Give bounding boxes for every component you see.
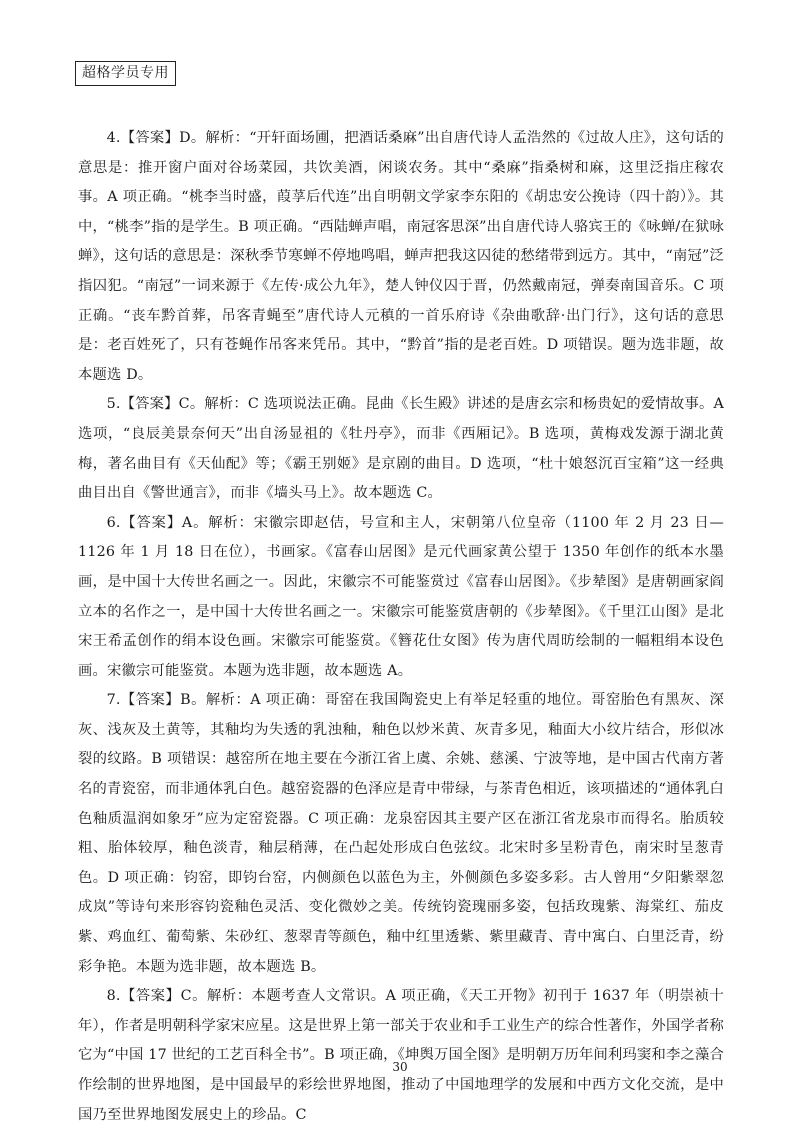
answer-explanations	[78, 124, 724, 1130]
answer-paragraph-4: 4.【答案】D。解析：“开轩面场圃，把酒话桑麻”出自唐代诗人孟浩然的《过故人庄》，这句话的意思是：推开窗户面对谷场菜园，共饮美酒，闲谈农务。其中“桑麻”指桑树和麻，这里泛指庄稼农事。A 项正确。“桃李当时盛，葭莩后代连”出自明朝文学家李东阳的《胡忠安公挽诗（四十韵）》。其中，“桃李”指的是学生。B 项正确。“西陆蝉声唱，南冠客思深”出自唐代诗人骆宾王的《咏蝉/在狱咏蝉》，这句话的意思是：深秋季节寒蝉不停地鸣唱，蝉声把我这囚徒的愁绪带到远方。其中，“南冠”泛指囚犯。“南冠”一词来源于《左传·成公九年》，楚人钟仪囚于晋，仍然戴南冠，弹奏南国音乐。C 项正确。“丧车黔首葬，吊客青蝇至”唐代诗人元稹的一首乐府诗《杂曲歌辞·出门行》，这句话的意思是：老百姓死了，只有苍蝇作吊客来凭吊。其中，“黔首”指的是老百姓。D 项错误。题为选非题，故本题选 D。	[78, 130, 724, 383]
answer-paragraph-5: 5.【答案】C。解析：C 选项说法正确。昆曲《长生殿》讲述的是唐玄宗和杨贵妃的爱情故事。A 选项，“良辰美景奈何天”出自汤显祖的《牡丹亭》，而非《西厢记》。B 选项，黄梅戏发源于湖北黄梅，著名曲目有《天仙配》等；《霸王别姬》是京剧的曲目。D 选项，“杜十娘怒沉百宝箱”这一经典曲目出自《警世通言》，而非《墙头马上》。故本题选 C。	[78, 396, 724, 502]
answer-paragraph-7: 7.【答案】B。解析：A 项正确：哥窑在我国陶瓷史上有举足轻重的地位。哥窑胎色有黑灰、深灰、浅灰及土黄等，其釉均为失透的乳浊釉，釉色以炒米黄、灰青多见，釉面大小纹片结合，形似冰裂的纹路。B 项错误：越窑所在地主要在今浙江省上虞、余姚、慈溪、宁波等地，是中国古代南方著名的青瓷窑，而非通体乳白色。越窑瓷器的色泽应是青中带绿，与茶青色相近，该项描述的“通体乳白色釉质温润如象牙”应为定窑瓷器。C 项正确：龙泉窑因其主要产区在浙江省龙泉市而得名。胎质较粗、胎体较厚，釉色淡青，釉层稍薄，在凸起处形成白色弦纹。北宋时多呈粉青色，南宋时呈葱青色。D 项正确：钧窑，即钧台窑，内侧颜色以蓝色为主，外侧颜色多姿多彩。古人曾用“夕阳紫翠忽成岚”等诗句来形容钧瓷釉色灵活、变化微妙之美。传统钧瓷瑰丽多姿，包括玫瑰紫、海棠红、茄皮紫、鸡血红、葡萄紫、朱砂红、葱翠青等颜色，釉中红里透紫、紫里藏青、青中寓白、白里泛青，纷彩争艳。本题为选非题，故本题选 B。	[78, 692, 724, 975]
exclusive-badge: 超格学员专用	[75, 61, 176, 86]
answer-paragraph-6: 6.【答案】A。解析：宋徽宗即赵佶，号宣和主人，宋朝第八位皇帝（1100 年 2 月 23 日—1126 年 1 月 18 日在位），书画家。《富春山居图》是元代画家黄公望于 1350 年创作的纸本水墨画，是中国十大传世名画之一。因此，宋徽宗不可能鉴赏过《富春山居图》。《步辇图》是唐朝画家阎立本的名作之一，是中国十大传世名画之一。宋徽宗可能鉴赏唐朝的《步辇图》。《千里江山图》是北宋王希孟创作的绢本设色画。宋徽宗可能鉴赏。《簪花仕女图》传为唐代周昉绘制的一幅粗绢本设色画。宋徽宗可能鉴赏。本题为选非题，故本题选 A。	[78, 514, 724, 679]
answer-paragraph-8: 8.【答案】C。解析：本题考查人文常识。A 项正确，《天工开物》初刊于 1637 年（明崇祯十年），作者是明朝科学家宋应星。这是世界上第一部关于农业和手工业生产的综合性著作，外国学者称它为“中国 17 世纪的工艺百科全书”。B 项正确，《坤舆万国全图》是明朝万历年间利玛窦和李之藻合作绘制的世界地图，是中国最早的彩绘世界地图，推动了中国地理学的发展和中西方文化交流，是中国乃至世界地图发展史上的珍品。C	[78, 988, 724, 1123]
page-number: 30	[392, 1060, 408, 1074]
